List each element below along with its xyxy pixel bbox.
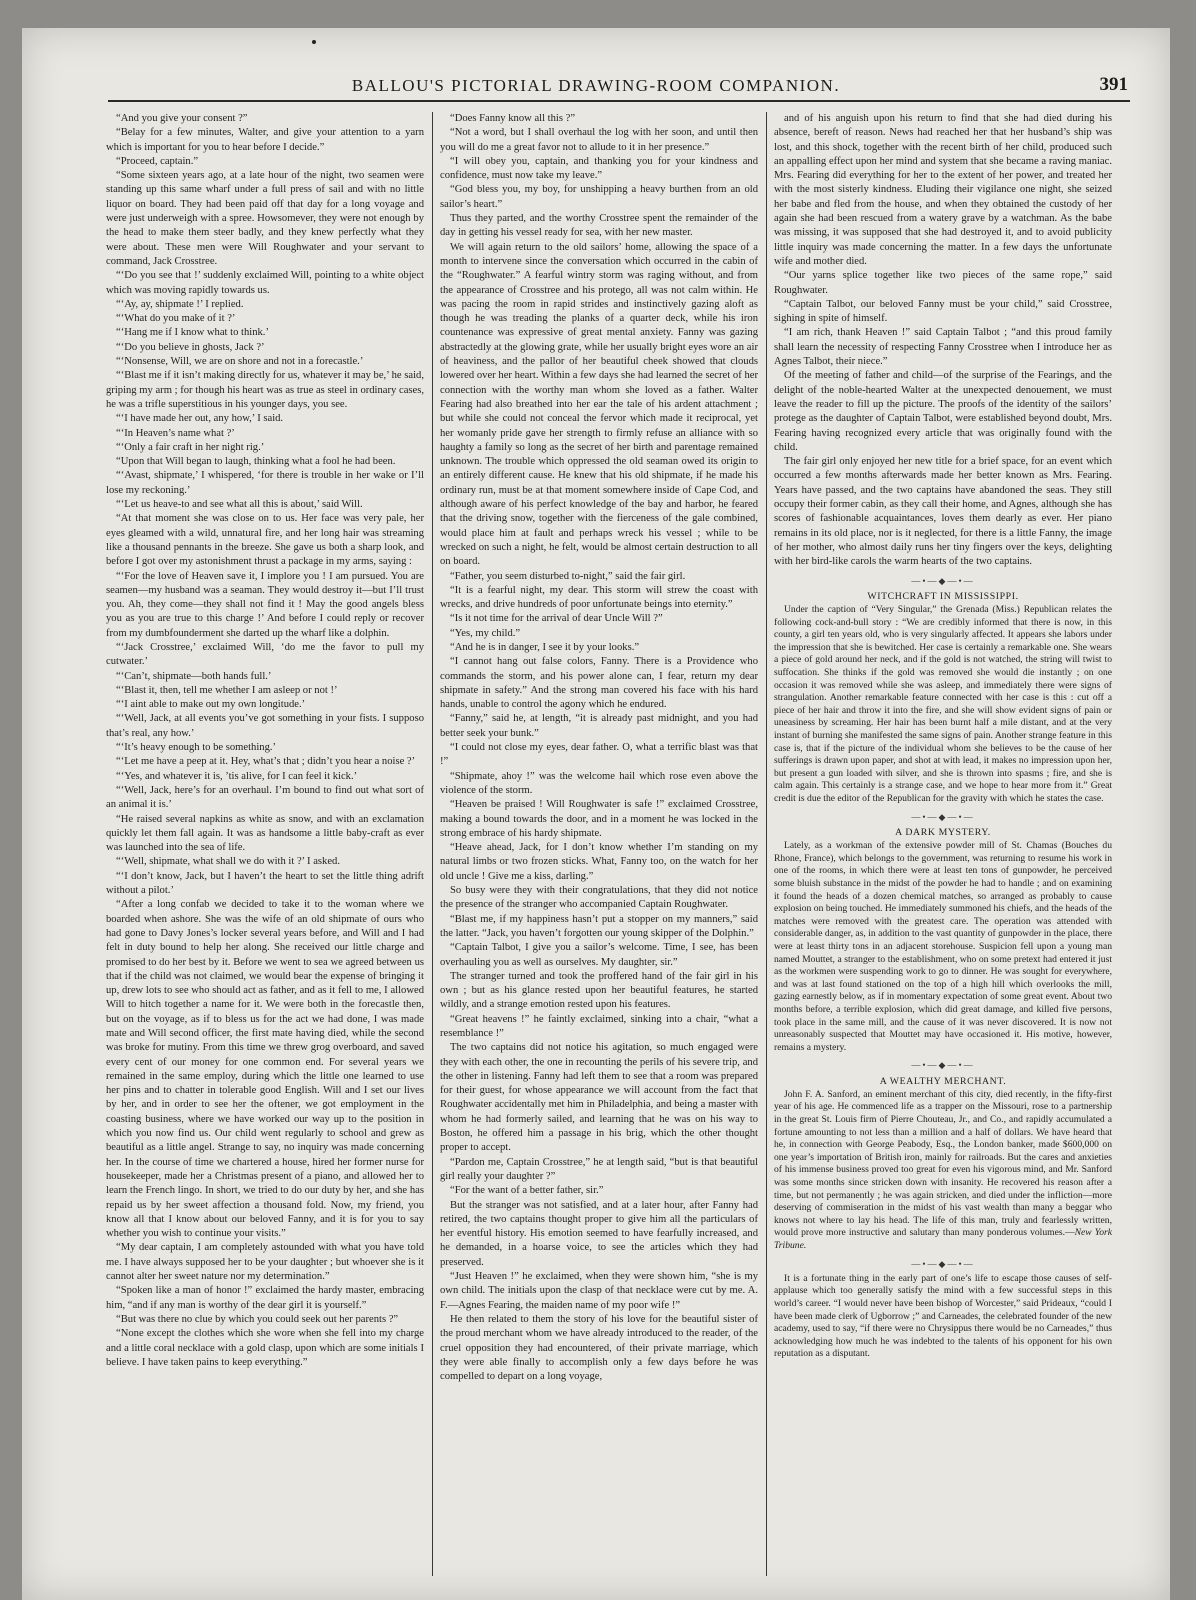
- paragraph: “‘Yes, and whatever it is, ’tis alive, for I can feel it kick.’: [116, 770, 358, 782]
- paragraph: “My dear captain, I am completely astounded with what you have told me. I have always supposed her to be your daughter ; but whoever she is it cannot alter her sweet nature nor my determination.”: [106, 1242, 424, 1283]
- paragraph: “Yes, my child.”: [450, 627, 521, 639]
- paragraph: “Belay for a few minutes, Walter, and give your attention to a yarn which is important for you to hear before I decide.”: [106, 127, 424, 153]
- paragraph: “‘Hang me if I know what to think.’: [116, 327, 269, 339]
- paragraph: “I cannot hang out false colors, Fanny. There is a Providence who commands the storm, and his power alone can, I fear, return my dear shipmate in safety.” And the strong man covered his face with his hard hands, unable to control the agony which he endured.: [440, 656, 758, 711]
- merchant-source: New York Tribune.: [774, 1227, 1112, 1251]
- paragraph: “Some sixteen years ago, at a late hour of the night, two seamen were standing up this same wharf under a full press of sail and with no little liquor on board. They had been paid off that day for a long voyage and were just underweigh with a spree. Howsomever, they were not enough by the head to make them steer badly, and they knew perfectly what they were about. These men were Will Roughwater and your servant to command, Jack Crosstree.: [106, 170, 424, 267]
- paragraph: “It is a fearful night, my dear. This storm will strew the coast with wrecks, and drive hundreds of poor unfortunate beings into eternity.”: [440, 584, 758, 611]
- paragraph: “‘Blast me if it isn’t making directly for us, whatever it may be,’ he said, griping my arm ; for though his heart was as true as steel in ordinary cases, he was a trifle superstitious in his younger days, you see.: [106, 370, 424, 410]
- masthead-title: BALLOU'S PICTORIAL DRAWING-ROOM COMPANION.: [351, 76, 841, 95]
- paragraph: But the stranger was not satisfied, and at a later hour, after Fanny had retired, the two captains thought proper to give him all the particulars of her eventful history. His emotion seemed to have fearfully increased, and he demanded, in a hoarse voice, to see the articles which they had preserved.: [440, 1199, 758, 1268]
- paragraph: The fair girl only enjoyed her new title for a brief space, for an event which occurred a few months afterwards made her better known as Mrs. Fearing. Years have passed, and the two captains have abandoned the seas. They still occupy their former cabin, as they call their home, and Agnes, although she has scores of fashionable acquaintances, loves them dearly as ever. Her piano remains in its old place, nor is it neglected, for there is a little Fanny, the image of her mother, who almost daily runs her tiny fingers over the keys, delighting with her bird-like carols the warm hearts of the two captains.: [774, 456, 1112, 568]
- paragraph: “Fanny,” said he, at length, “it is already past midnight, and you had better seek your bunk.”: [440, 713, 758, 739]
- paragraph: “And you give your consent ?”: [116, 113, 248, 124]
- paragraph: “Heave ahead, Jack, for I don’t know whether I’m standing on my natural limbs or two frozen sticks. What, Fanny too, on the watch for her old uncle ! Give me a kiss, darling.”: [440, 842, 758, 882]
- paragraph: “I am rich, thank Heaven !” said Captain Talbot ; “and this proud family shall learn the necessity of respecting Fanny Crosstree when I introduce her as Agnes Talbot, their niece.”: [774, 327, 1112, 368]
- masthead: [22, 28, 1170, 98]
- paragraph: “Captain Talbot, our beloved Fanny must be your child,” said Crosstree, sighing in spite of himself.: [774, 298, 1112, 325]
- paragraph: “‘Ay, ay, shipmate !’ I replied.: [116, 298, 244, 310]
- paragraph: “‘Can’t, shipmate—both hands full.’: [116, 670, 272, 682]
- paragraph: “Great heavens !” he faintly exclaimed, sinking into a chair, “what a resemblance !”: [440, 1013, 758, 1039]
- paragraph: “I could not close my eyes, dear father. O, what a terrific blast was that !”: [440, 742, 758, 768]
- paragraph: “‘I aint able to make out my own longitude.’: [116, 699, 306, 711]
- paragraph: “‘Well, Jack, at all events you’ve got something in your fists. I supposo that’s real, any how.’: [106, 713, 424, 739]
- merchant-heading: A WEALTHY MERCHANT.: [879, 1075, 1007, 1087]
- column-1: [106, 112, 424, 1582]
- witchcraft-body: Under the caption of “Very Singular,” the Grenada (Miss.) Republican relates the following cock-and-bull story : “We are credibly informed that there is now, in this county, a girl ten years old, who is very singularly affected. It appears she labors under the impression that she is bewitched. Her case is certainly a remarkable one. She wears a piece of gold around her neck, and if the gold is not watched, the string will twist to suffocation. She thinks if the gold was removed she would die instantly ; on one occasion it was removed while she was asleep, and immediately there were signs of strangulation. Another remarkable feature connected with her case is this : cut off a piece of her hair and throw it into the fire, and she will show evident signs of pain or uneasiness by screaming. Her hair has been burnt half a mile distant, and at the very instant of burning she manifested the same signs of pain. Another strange feature in this case is, that if the picture of the individual whom she believes to be the cause of her sufferings is drawn upon paper, and shot at with lead, it makes no impression upon her, but present a gun loaded with silver, and she is thrown into spasms ; fire, and she is calm again. This certainly is a strange case, and we hope to hear more from it.” Great credit is due the editor of the Republican for the gravity with which he states the case.: [774, 604, 1112, 804]
- page-number: 391: [1099, 74, 1128, 95]
- paragraph: “But was there no clue by which you could seek out her parents ?”: [116, 1313, 399, 1325]
- paragraph: “‘What do you make of it ?’: [116, 313, 236, 325]
- section-ornament: —•—◆—•—: [911, 811, 975, 822]
- paragraph: Thus they parted, and the worthy Crosstree spent the remainder of the day in getting his vessel ready for sea, with her new master.: [440, 213, 758, 239]
- paragraph: “‘Well, shipmate, what shall we do with it ?’ I asked.: [116, 856, 341, 868]
- paragraph: “Pardon me, Captain Crosstree,” he at length said, “but is that beautiful girl really your daughter ?”: [440, 1156, 758, 1182]
- paragraph: “Just Heaven !” he exclaimed, when they were shown him, “she is my own child. The initials upon the clasp of that necklace were cut by me. A. F.—Agnes Fearing, the maiden name of my poor wife !”: [440, 1271, 758, 1311]
- paragraph: “‘Only a fair craft in her night rig.’: [116, 441, 265, 453]
- paragraph: “Captain Talbot, I give you a sailor’s welcome. Time, I see, has been overhauling you as well as ourselves. My daughter, sir.”: [440, 942, 758, 968]
- paragraph: “‘Do you believe in ghosts, Jack ?’: [116, 341, 265, 353]
- paragraph: “Proceed, captain.”: [116, 155, 199, 167]
- paragraph: “‘Well, Jack, here’s for an overhaul. I’m bound to find out what sort of an animal it is.’: [106, 784, 424, 811]
- paragraph: “‘Let us heave-to and see what all this is about,’ said Will.: [116, 499, 363, 511]
- paragraph: “Upon that Will began to laugh, thinking what a fool he had been.: [116, 456, 396, 468]
- paragraph: “And he is in danger, I see it by your looks.”: [450, 641, 640, 653]
- column-3: [774, 112, 1112, 1582]
- paragraph: “‘In Heaven’s name what ?’: [116, 427, 235, 439]
- column-divider: [432, 112, 433, 1576]
- merchant-text: John F. A. Sanford, an eminent merchant of this city, died recently, in the fifty-first year of his age. He commenced life as a trapper on the Missouri, rose to a partnership in the great St. Louis firm of Pierre Chouteau, Jr., and Co., and rapidly accumulated a fortune amounting to not less than a million and a half of dollars. We have heard that he, in connection with George Peabody, Esq., the London banker, made $600,000 on one year’s importation of British iron, mainly for railroads. But the cares and anxieties of his immense business proved too great for even his vigorous mind, and Mr. Sanford was some months since stricken down with insanity. He recovered his reason after a time, but not permanently ; he was again stricken, and died under the infliction—more deserving of commiseration in the midst of his vast wealth than many a beggar who knows not where to lay his head. The life of this man, truly and fearlessly written, would prove more instructive and salutary than many ponderous volumes.—: [774, 1088, 1112, 1239]
- paragraph: “After a long confab we decided to take it to the woman where we boarded when ashore. She was the wife of an old shipmate of ours who had gone to Davy Jones’s locker several years before, and Will and I had felt in duty bound to help her along. She received our little charge and promised to do her best by it. Before we went to sea we agreed between us that if the child was not claimed, we would bear the expense of bringing it up, drew lots to see who should act as father, and as it fell to me, I allowed Will to hitch together a name for it. We were both in the forecastle then, but on the voyage, as if to bless us for the act we had done, I was made mate and Will second officer, the first mate having died, while the second was broke for mutiny. From this time we threw grog overboard, and saved every cent of our money for one common end. For several years we remained in the same employ, during which the little one learned to use her pins and to chatter in tolerable good English. Will and I set our lives by her, and in order to see her the oftener, we got employment in the coasting business, where we have worked our way up to the position in which you now find us. Our child went regularly to school and grew as beautiful as a little angel. Strange to say, no inquiry was made concerning her. In the course of time we chartered a house, hired her former nurse for housekeeper, made her a Christmas present of a piano, and allowed her to learn the French lingo. In short, we tried to do our duty by her, and she has repaid us by her sweet affection a thousand fold. Now, my friend, you know all that I know about our beloved Fanny, and it is for you to say whether you wish to continue your visits.”: [106, 899, 424, 1240]
- mystery-body: Lately, as a workman of the extensive powder mill of St. Chamas (Bouches du Rhone, France), which belongs to the government, was returning to resume his work in one of the rooms, in which there were at least ten tons of gunpowder, he perceived some bluish substance in the midst of the powder he had to handle ; and on examining it found the heads of a dozen chemical matches, so arranged as probably to cause explosion on being touched. He immediately summoned his chiefs, and the heads of the matches were removed with the greatest care. The operation was attended with considerable danger, as, in addition to the vast quantity of gunpowder in the place, there were at least thirty tons in an adjacent storehouse. Suspicion fell upon a young man named Mouttet, a stranger to the establishment, who on some pretext had entered it just as the workmen were suspending work to go to dinner. He was sought for everywhere, and was at last found stationed on the top of a high hill which overlooks the mill, gazing earnestly below, as if in momentary expectation of some great event. About two months before, a terrible explosion, which did great damage, and killed five persons, took place in the same mill, and the cause of it was never discovered. It is now not unreasonably suspected that Mouttet may have occasioned it. His motive, however, remains a mystery.: [774, 840, 1112, 1053]
- mystery-heading: A DARK MYSTERY.: [895, 826, 991, 838]
- paragraph: “‘It’s heavy enough to be something.’: [116, 742, 277, 754]
- story-continuation: [774, 112, 1112, 570]
- fortunate-body: It is a fortunate thing in the early part of one’s life to escape those causes of self-applause which too generally satisfy the mind with a few successful steps in this world’s career. “I would never have been bishop of Worcester,” said Prideaux, “could I have been made clerk of Ugborrow ;” and Carneades, the celebrated founder of the new academy, used to say, “if there were no Chrysippus there would be no Carneades,” thus acknowledging how much he was indebted to the talents of his opponent for his own reputation as a disputant.: [774, 1272, 1112, 1360]
- paragraph: “Shipmate, ahoy !” was the welcome hail which rose even above the violence of the storm.: [440, 770, 758, 796]
- paragraph: “‘Nonsense, Will, we are on shore and not in a forecastle.’: [116, 356, 364, 368]
- section-ornament: —•—◆—•—: [911, 1258, 975, 1269]
- paragraph: “Blast me, if my happiness hasn’t put a stopper on my manners,” said the latter. “Jack, you haven’t forgotten our young skipper of the Dolphin.”: [440, 913, 758, 939]
- paragraph: “For the want of a better father, sir.”: [450, 1185, 604, 1197]
- paragraph: “‘Let me have a peep at it. Hey, what’s that ; didn’t you hear a noise ?’: [116, 756, 416, 768]
- paragraph: “God bless you, my boy, for unshipping a heavy burthen from an old sailor’s heart.”: [440, 184, 758, 210]
- paragraph: So busy were they with their congratulations, that they did not notice the presence of the stranger who accompanied Captain Roughwater.: [440, 885, 758, 911]
- paragraph: He then related to them the story of his love for the beautiful sister of the proud merchant whom we have already introduced to the reader, of the cruel opposition they had encountered, of their private marriage, which they were able finally to accomplish only a few days before he was compelled to depart on a long voyage,: [440, 1313, 758, 1383]
- section-ornament: —•—◆—•—: [911, 1060, 975, 1071]
- paragraph: and of his anguish upon his return to find that she had died during his absence, bereft of reason. News had reached her that her husband’s ship was lost, and this shock, together with the recent birth of her child, produced such an appalling effect upon her mind and system that she became a raving maniac. Mrs. Fearing did everything for her to the extent of her power, and treated her with the most sisterly kindness. Eluding their vigilance one night, she seized her babe and fled from the house, and when they obtained the custody of her again she had been rescued from a watery grave by a watchman. As the babe was missing, it was supposed that she had destroyed it, and to avoid publicity little inquiry was made concerning the matter. In a few days the unfortunate wife and mother died.: [774, 113, 1112, 267]
- paragraph: “Does Fanny know all this ?”: [450, 113, 576, 124]
- paragraph: “Spoken like a man of honor !” exclaimed the hardy master, embracing him, “and if any man is worthy of the dear girl it is yourself.”: [106, 1285, 424, 1311]
- section-ornament: —•—◆—•—: [911, 575, 975, 586]
- merchant-body: [774, 1089, 1112, 1253]
- paragraph: The two captains did not notice his agitation, so much engaged were they with each other, the one in recounting the perils of his severe trip, and the other in listening. Fanny had left them to see that a room was prepared for their guest, for whose appearance we will account from the fact that Roughwater accidentally met him in Philadelphia, and being a master with whom he had formerly sailed, and learning that he was on his way to Boston, he offered him a passage in his brig, which the other thought proper to accept.: [440, 1042, 758, 1154]
- paragraph: “Father, you seem disturbed to-night,” said the fair girl.: [450, 570, 686, 582]
- paragraph: “Our yarns splice together like two pieces of the same rope,” said Roughwater.: [774, 270, 1112, 296]
- paragraph: “‘I have made her out, any how,’ I said.: [116, 413, 284, 425]
- paragraph: We will again return to the old sailors’ home, allowing the space of a month to intervene since the conversation which occurred in the cabin of the “Roughwater.” A fearful wintry storm was raging without, and from the appearance of Crosstree and his protego, all was not calm within. He was pacing the room in rapid strides and instinctively gazing aloft as though he was treading the planks of a quarter deck, while his iron countenance was expressive of great mental anxiety. Fanny was gazing abstractedly at the glowing grate, while her usually bright eyes wore an air of heaviness, and the pallor of her beautiful cheek showed that clouds lowered over her heart. Within a few days she had learned the secret of her connection with the worthy man whom she loved as a father. Walter Fearing had also breathed into her ear the tale of his ardent attachment ; but while she could not conceal the fervor which made it reciprocal, yet her womanly pride gave her strength to firmly refuse an alliance with so haughty a family so long as the secret of her birth and parentage remained unknown. The trouble which oppressed the old seaman owed its origin to an entirely different cause. He knew that his old shipmate, if he made his ordinary run, must be at that moment somewhere inside of Cape Cod, and although aware of his perfect knowledge of the bay and harbor, he feared that the driving snow, together with the fierceness of the gale combined, would place him at fault and perhaps wreck his vessel ; while to be wrecked on such a night, he felt, would be almost certain destruction to all on board.: [440, 241, 758, 568]
- paragraph: “‘Blast it, then, tell me whether I am asleep or not !’: [116, 684, 338, 696]
- paragraph: “He raised several napkins as white as snow, and with an exclamation quickly let them fall again. It was as handsome a little baby-craft as ever was launched into the sea of life.: [106, 813, 424, 854]
- paragraph: “Is it not time for the arrival of dear Uncle Will ?”: [450, 613, 663, 625]
- paragraph: “I will obey you, captain, and thanking you for your kindness and confidence, must now take my leave.”: [440, 155, 758, 182]
- paragraph: “‘Jack Crosstree,’ exclaimed Will, ‘do me the favor to pull my cutwater.’: [106, 641, 424, 668]
- witchcraft-heading: WITCHCRAFT IN MISSISSIPPI.: [867, 590, 1019, 602]
- paragraph: The stranger turned and took the proffered hand of the fair girl in his own ; but as his glance rested upon her beautiful features, he started wildly, and a strange emotion rested upon his features.: [440, 970, 758, 1011]
- paragraph: Of the meeting of father and child—of the surprise of the Fearings, and the delight of the noble-hearted Walter at the unexpected denouement, we must leave the reader to fill up the picture. The proofs of the identity of the sailors’ protege as the daughter of Captain Talbot, were established beyond doubt, Mrs. Fearing having recognized every article that was originally found with the child.: [774, 370, 1112, 453]
- paragraph: “‘I don’t know, Jack, but I haven’t the heart to set the little thing adrift without a pilot.’: [106, 870, 424, 897]
- paragraph: “‘Avast, shipmate,’ I whispered, ‘for there is trouble in her wake or I’ll lose my reckoning.’: [106, 470, 424, 496]
- newspaper-page: [22, 28, 1170, 1600]
- paragraph: “‘Do you see that !’ suddenly exclaimed Will, pointing to a white object which was moving rapidly towards us.: [106, 270, 424, 296]
- paragraph: “Not a word, but I shall overhaul the log with her soon, and until then you will do me a great favor not to allude to it in her presence.”: [440, 127, 758, 153]
- column-divider: [766, 112, 767, 1576]
- column-2: [440, 112, 758, 1582]
- paragraph: “‘For the love of Heaven save it, I implore you ! I am pursued. You are seamen—my husband was a seaman. They would destroy it—but I’ll trust you. Ah, they come—they shall not find it ! May the good angels bless you as you are true to this charge !’ And before I could reply or recover from my dumbfounderment she darted up the wharf like a dolphin.: [106, 570, 424, 639]
- paragraph: “None except the clothes which she wore when she fell into my charge and a little coral necklace with a gold clasp, upon which are some initials I believe. I have taken pains to keep everything.”: [106, 1328, 424, 1368]
- paragraph: “Heaven be praised ! Will Roughwater is safe !” exclaimed Crosstree, making a bound towards the door, and in a moment he was locked in the strong embrace of his hardy shipmate.: [440, 799, 758, 839]
- masthead-rule: [108, 100, 1130, 102]
- paragraph: “At that moment she was close on to us. Her face was very pale, her eyes gleamed with a wild, unnatural fire, and her long hair was streaming like a thousand pennants in the breeze. She gave us both a sharp look, and before I got over my astonishment thrust a package in my arms, saying :: [106, 513, 424, 568]
